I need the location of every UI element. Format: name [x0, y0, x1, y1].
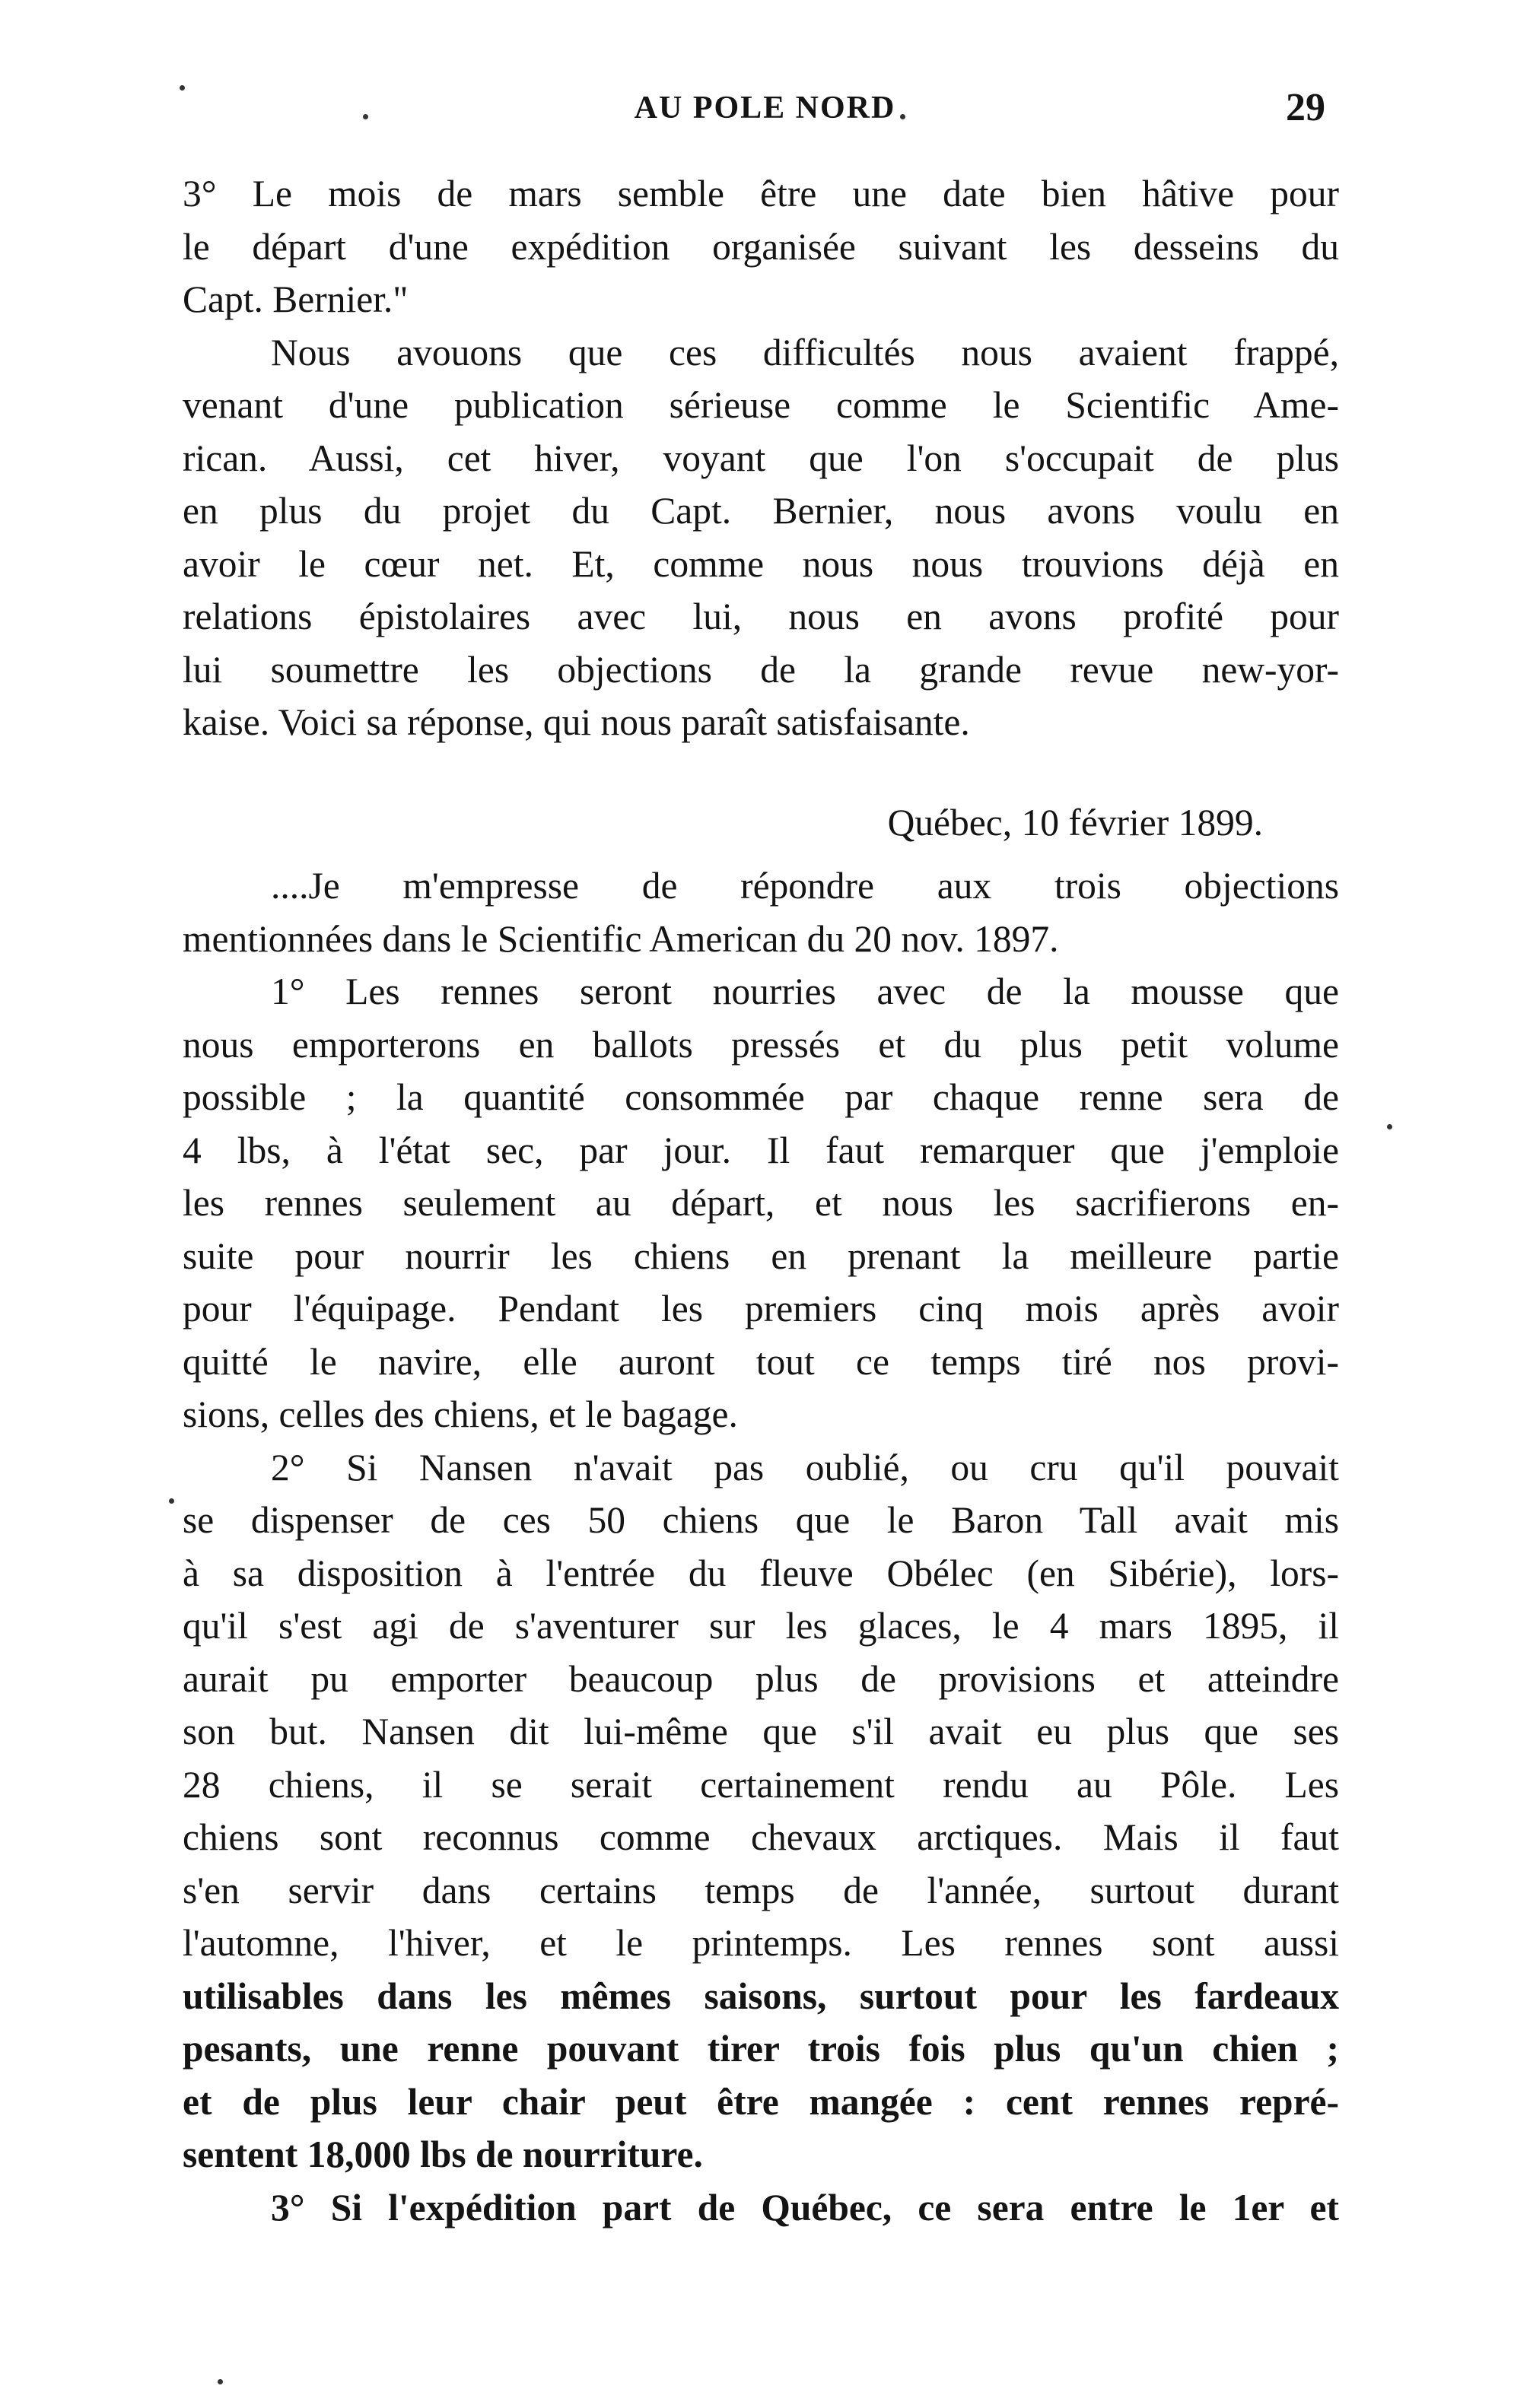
- text-line: l'automne, l'hiver, et le printemps. Les rennes sont aussi: [183, 1922, 1339, 1964]
- text-line: kaise. Voici sa réponse, qui nous paraît satisfaisante.: [183, 701, 970, 743]
- body-text: [183, 167, 1339, 2234]
- text-line: s'en servir dans certains temps de l'année, surtout durant: [183, 1869, 1339, 1911]
- scan-speck: [218, 2379, 223, 2384]
- text-line: 2° Si Nansen n'avait pas oublié, ou cru qu'il pouvait: [271, 1446, 1339, 1488]
- text-line: se dispenser de ces 50 chiens que le Baron Tall avait mis: [183, 1499, 1339, 1541]
- text-line: rican. Aussi, cet hiver, voyant que l'on s'occupait de plus: [183, 437, 1339, 479]
- text-line: le départ d'une expédition organisée suivant les desseins du: [183, 225, 1339, 268]
- letter-paragraph: [183, 1441, 1339, 2181]
- text-line: Nous avouons que ces difficultés nous avaient frappé,: [271, 331, 1339, 373]
- text-line: sentent 18,000 lbs de nourriture.: [183, 2133, 703, 2175]
- text-line: à sa disposition à l'entrée du fleuve Obélec (en Sibérie), lors-: [183, 1552, 1339, 1594]
- text-line: sions, celles des chiens, et le bagage.: [183, 1393, 738, 1435]
- text-line: relations épistolaires avec lui, nous en avons profité pour: [183, 596, 1339, 637]
- paragraph: [183, 326, 1339, 749]
- text-line: pour l'équipage. Pendant les premiers cinq mois après avoir: [183, 1288, 1339, 1329]
- text-line: suite pour nourrir les chiens en prenant la meilleure partie: [183, 1234, 1339, 1277]
- letter-dateline: Québec, 10 février 1899.: [887, 801, 1263, 843]
- text-line: aurait pu emporter beaucoup plus de provisions et atteindre: [183, 1657, 1339, 1700]
- text-line: nous emporterons en ballots pressés et du plus petit volume: [183, 1023, 1339, 1066]
- running-title: AU POLE NORD: [634, 91, 896, 125]
- text-line: avoir le cœur net. Et, comme nous nous trouvions déjà en: [183, 542, 1339, 585]
- text-line: ....Je m'empresse de répondre aux trois objections: [271, 865, 1339, 907]
- page-number: 29: [1286, 86, 1325, 129]
- text-line: venant d'une publication sérieuse comme le Scientific Ame-: [183, 384, 1339, 426]
- text-line: 3° Le mois de mars semble être une date bien hâtive pour: [183, 173, 1339, 214]
- text-line: mentionnées dans le Scientific American du 20 nov. 1897.: [183, 917, 1059, 960]
- text-line: chiens sont reconnus comme chevaux arctiques. Mais il faut: [183, 1816, 1339, 1858]
- text-line: quitté le navire, elle auront tout ce temps tiré nos provi-: [183, 1340, 1339, 1383]
- text-line: les rennes seulement au départ, et nous les sacrifierons en-: [183, 1182, 1339, 1224]
- letter-paragraph: [183, 965, 1339, 1441]
- text-line: possible ; la quantité consommée par chaque renne sera de: [183, 1076, 1339, 1118]
- text-line: utilisables dans les mêmes saisons, surtout pour les fardeaux: [183, 1974, 1339, 2017]
- scan-speck: [363, 114, 368, 119]
- scan-speck: [169, 1498, 174, 1504]
- quoted-letter: [183, 796, 1339, 2235]
- scan-speck: [1387, 1124, 1392, 1129]
- letter-paragraph: [183, 2181, 1339, 2235]
- text-line: pesants, une renne pouvant tirer trois fois plus qu'un chien ;: [183, 2028, 1339, 2070]
- text-line: en plus du projet du Capt. Bernier, nous avons voulu en: [183, 490, 1339, 532]
- text-line: et de plus leur chair peut être mangée : cent rennes repré-: [183, 2080, 1339, 2123]
- text-line: qu'il s'est agi de s'aventurer sur les glaces, le 4 mars 1895, il: [183, 1605, 1339, 1647]
- text-line: 1° Les rennes seront nourries avec de la mousse que: [271, 971, 1339, 1012]
- letter-paragraph: [183, 859, 1339, 965]
- scan-speck: [900, 114, 905, 119]
- text-line: 28 chiens, il se serait certainement rendu au Pôle. Les: [183, 1763, 1339, 1806]
- scan-speck: [180, 85, 185, 91]
- text-line: lui soumettre les objections de la grande revue new-yor-: [183, 648, 1339, 691]
- text-line: 3° Si l'expédition part de Québec, ce sera entre le 1er et: [271, 2186, 1339, 2229]
- paragraph: [183, 167, 1339, 326]
- text-line: Capt. Bernier.": [183, 278, 409, 320]
- spacer: [183, 749, 1339, 786]
- text-line: son but. Nansen dit lui-même que s'il avait eu plus que ses: [183, 1711, 1339, 1752]
- text-line: 4 lbs, à l'état sec, par jour. Il faut remarquer que j'emploie: [183, 1129, 1339, 1171]
